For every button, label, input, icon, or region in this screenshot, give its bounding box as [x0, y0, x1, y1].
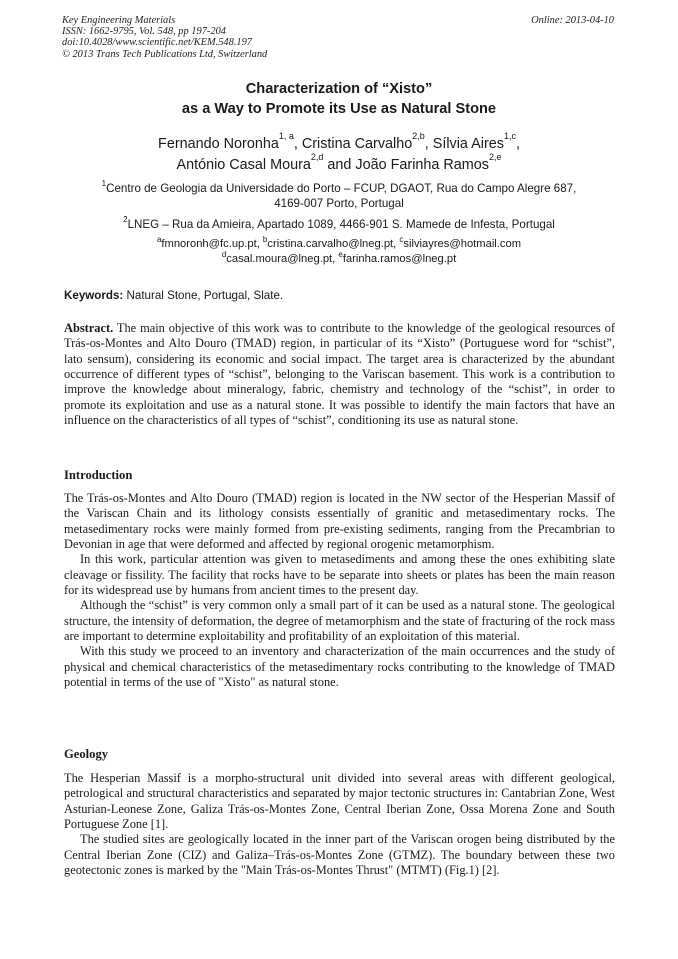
author-name: António Casal Moura [176, 157, 311, 173]
email-link[interactable]: silviayres@hotmail.com [403, 238, 522, 250]
abstract-label: Abstract. [64, 321, 114, 335]
author-separator: and [323, 157, 356, 173]
author-affil-mark: 1, a [278, 131, 294, 141]
geology-heading: Geology [64, 747, 109, 761]
author-name: Cristina Carvalho [301, 136, 413, 152]
author-name: João Farinha Ramos [355, 157, 489, 173]
abstract-section [64, 321, 615, 428]
email-mark: c [399, 235, 404, 244]
abstract-text: The main objective of this work was to contribute to the knowledge of the geological resources of Trás-os-Montes and Alto Douro (TMAD) region, in particular of its “Xisto” (Portuguese word for “schist”, lato sensum), considering its economic and social impact. The target area is characterized by the abundant occurrence of different types of “schist”, belonging to the Variscan basement. This work is a contribution to improve the knowledge about mineralogy, fabric, chemistry and technology of the “schist”, in order to promote its exploitation and use as a natural stone. It was possible to identify the main factors that have an influence on the characteristics of all types of “schist”, conditioning its use as natural stone. [64, 321, 615, 428]
affiliation-1 [60, 181, 618, 212]
issn-line: ISSN: 1662-9795, Vol. 548, pp 197-204 [62, 26, 226, 38]
paragraph: With this study we proceed to an inventory and characterization of the main occurrences and the study of physical and chemical characteristics of the metasedimentary rocks contributing to the knowledge of TMAD potential in terms of the use of "Xisto" as natural stone. [64, 644, 615, 690]
email-mark: b [262, 235, 268, 244]
journal-header [62, 15, 382, 60]
paragraph: In this work, particular attention was given to metasediments and among these the ones exhibiting slate cleavage or fissility. The facility that rocks have to be separate into sheets or plates has been the main reason for its widespread use by humans from ancient times to the present day. [64, 552, 615, 598]
affiliation-text: LNEG – Rua da Amieira, Apartado 1089, 4466-901 S. Mamede de Infesta, Portugal [127, 218, 555, 231]
abstract-paragraph [64, 321, 615, 428]
introduction-section [64, 491, 615, 690]
online-date: Online: 2013-04-10 [531, 15, 614, 26]
geology-section [64, 771, 615, 878]
keywords-label: Keywords: [64, 289, 124, 302]
author-affil-mark: 2,d [310, 152, 324, 162]
email-mark: d [221, 249, 227, 259]
author-affil-mark: 1,c [503, 131, 516, 141]
doi-line[interactable]: doi:10.4028/www.scientific.net/KEM.548.197 [62, 37, 252, 49]
email-mark: a [156, 235, 162, 244]
paragraph: The Hesperian Massif is a morpho-structural unit divided into several areas with different geological, petrological and structural characteristics and separated by major tectonic structures in: Cantabrian Zone, West Asturian-Leonese Zone, Galiza Trás-os-Montes Zone, Central Iberian Zone, Ossa Morena Zone and South Portuguese Zone [1]. [64, 771, 615, 832]
title-line-1: Characterization of “Xisto” [245, 81, 433, 97]
author-name: Fernando Noronha [158, 136, 279, 152]
affiliation-2 [60, 217, 618, 232]
author-affil-mark: 2,b [412, 131, 425, 141]
author-emails [60, 237, 618, 266]
author-list [40, 131, 638, 176]
author-line-1 [40, 131, 638, 155]
affiliation-mark: 1 [101, 179, 107, 188]
keywords-line [64, 289, 283, 302]
paragraph: The studied sites are geologically located in the inner part of the Variscan orogen being distributed by the Central Iberian Zone (CIZ) and Galiza–Trás-os-Montes Zone (GTMZ). The boundary between these two geotectonic zones is marked by the "Main Trás-os-Montes Thrust" (MTMT) (Fig.1) [2]. [64, 832, 615, 878]
title-line-2: as a Way to Promote its Use as Natural Stone [181, 101, 497, 117]
author-name: Sílvia Aires [432, 136, 504, 152]
introduction-heading: Introduction [64, 468, 133, 482]
author-separator: , [515, 136, 520, 152]
author-affil-mark: 2,e [488, 152, 502, 162]
journal-name: Key Engineering Materials [62, 15, 176, 26]
author-line-2 [40, 152, 638, 176]
affiliation-mark: 2 [123, 215, 128, 224]
keywords-text: Natural Stone, Portugal, Slate. [123, 289, 284, 302]
paper-title [40, 79, 638, 119]
email-link[interactable]: cristina.carvalho@lneg.pt, [267, 238, 400, 250]
email-link[interactable]: fmnoronh@fc.up.pt, [161, 238, 263, 250]
email-mark: e [338, 249, 343, 259]
affiliation-text: 4169-007 Porto, Portugal [274, 197, 404, 211]
email-link[interactable]: farinha.ramos@lneg.pt [342, 252, 457, 265]
email-link[interactable]: casal.moura@lneg.pt, [226, 252, 339, 265]
paragraph: The Trás-os-Montes and Alto Douro (TMAD) region is located in the NW sector of the Hesperian Massif of the Variscan Chain and its lithology consists essentially of granitic and metasedimentary rocks. The metasedimentary rocks were mainly formed from pre-existing sediments, ranging from the Precambrian to Devonian in age that were deformed and affected by regional orogenic metamorphism. [64, 491, 615, 552]
author-separator: , [424, 136, 433, 152]
copyright-line: © 2013 Trans Tech Publications Ltd, Switzerland [62, 48, 268, 60]
author-separator: , [293, 136, 302, 152]
paragraph: Although the “schist” is very common only a small part of it can be used as a natural stone. The geological structure, the intensity of deformation, the degree of metamorphism and the state of fracturing of the rock mass are important to determine exploitability and profitability of an exploitation of this material. [64, 598, 615, 644]
affiliation-text: Centro de Geologia da Universidade do Porto – FCUP, DGAOT, Rua do Campo Alegre 687, [106, 182, 577, 195]
